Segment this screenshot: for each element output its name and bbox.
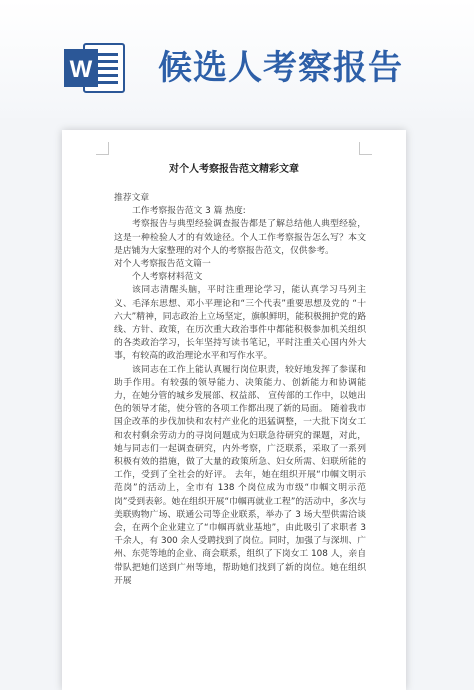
page-corner-mark: [96, 142, 109, 155]
document-paragraph: 考察报告与典型经验调查报告都是了解总结他人典型经验，这是一种检验人才的有效途径。个人工作考察报告怎么写？本文是店铺为大家整理的对个人的考察报告范文，仅供参考。: [114, 219, 366, 256]
banner-title: 候选人考察报告: [158, 48, 403, 88]
document-paragraph: 该同志清醒头脑，平时注重理论学习，能认真学习马列主义、毛泽东思想、邓小平理论和“三个代表”重要思想及党的 “十六大”精神，同志政治上立场坚定，旗帜鲜明，能积极拥护党的路线、方针、政策，在历次重大政治事件中都能积极参加机关组织的各类政治学习，长年坚持写读书笔记，平时注重关心国内外大事，有较高的政治理论水平和写作水平。: [114, 285, 366, 362]
document-paragraph: 对个人考察报告范文篇一: [114, 259, 211, 270]
word-logo-icon: [62, 40, 128, 96]
document-paragraph: 工作考察报告范文 3 篇 热度:: [132, 206, 246, 217]
document-paragraph: 该同志在工作上能认真履行岗位职责，较好地发挥了参谋和助手作用。有较强的领导能力、决策能力、创新能力和协调能力，在她分管的城乡发展部、权益部、 宣传部的工作中，以她出色的领导才能，使分管的各项工作都出现了新的局面。 随着我市国企改革的步伐加快和农村产业化的迅猛调整，一大批下岗女工和农村剩余劳动力的寻岗问题成为妇联急待研究的课题，对此，她与同志们一起调查研究，内外考察，广泛联系，采取了一系列积极有效的措施，做了大量的政策所急、妇女所需、妇联所能的工作，受到了全社会的好评。 去年，她在组织开展“巾帼文明示范岗”的活动上，全市有 138 个岗位成为市级“巾帼文明示范岗”受到表彰。她在组织开展“巾帼再就业工程”的活动中，多次与美联购物广场、联通公司等企业联系，举办了 3 场大型供需洽谈会，在两个企业建立了“巾帼再就业基地”，由此吸引了求职者 3 千余人，有 300 余人受聘找到了岗位。同时，加强了与深圳、广州、东莞等地的企业、商会联系，组织了下岗女工 108 人，亲自带队把她们送到广州等地，帮助她们找到了新的岗位。她在组织开展: [114, 364, 366, 586]
word-logo-letter: W: [69, 56, 93, 83]
page-corner-mark: [359, 142, 372, 155]
document-title: 对个人考察报告范文精彩文章: [169, 164, 299, 175]
document-paragraph: 个人考察材料范文: [132, 272, 203, 283]
banner: [0, 0, 474, 118]
document-paragraph: 推荐文章: [114, 193, 150, 203]
document-body: [114, 192, 366, 588]
document-page: [62, 130, 406, 690]
